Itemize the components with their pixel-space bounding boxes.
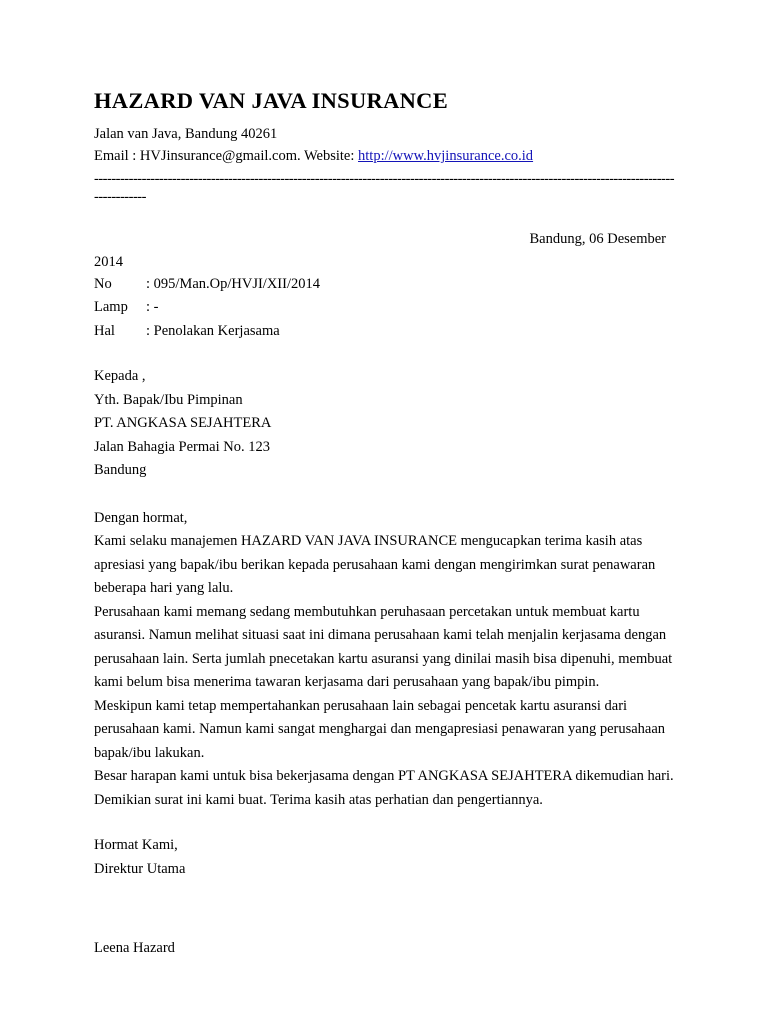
recipient-line-2: Yth. Bapak/Ibu Pimpinan xyxy=(94,391,243,408)
attachment-label: Lamp xyxy=(94,299,128,316)
reference-number-value: : 095/Man.Op/HVJI/XII/2014 xyxy=(146,276,320,292)
subject-value: : Penolakan Kerjasama xyxy=(146,322,280,339)
recipient-city: Bandung xyxy=(94,462,147,479)
signer-name: Leena Hazard xyxy=(94,940,175,957)
body-paragraph-2: Perusahaan kami memang sedang membutuhkan peruhasaan percetakan untuk membuat kartu asuransi. Namun melihat situasi saat ini dimana perusahaan kami telah menjalin kerjasama dengan perusahaan lain. Serta jumlah pnecetakan kartu asuransi yang dinilai masih bisa dipenuhi, membuat kami belum bisa menerima tawaran kerjasama dari perusahaan yang bapak/ibu pimpin. xyxy=(94,603,673,691)
letter-body xyxy=(94,507,676,812)
header-divider: -------------------------------------------------------------------------------------------------------------------------------------------------- xyxy=(94,170,675,205)
body-paragraph-1: Kami selaku manajemen HAZARD VAN JAVA INSURANCE mengucapkan terima kasih atas apresiasi yang bapak/ibu berikan kepada perusahaan kami dengan mengirimkan surat penawaran beberapa hari yang lalu. xyxy=(94,533,656,597)
website-link[interactable]: http://www.hvjinsurance.co.id xyxy=(358,148,534,165)
place-date-year: 2014 xyxy=(94,253,123,270)
closing-line: Hormat Kami, xyxy=(94,837,178,854)
company-address: Jalan van Java, Bandung 40261 xyxy=(94,125,278,142)
attachment-row xyxy=(94,296,676,319)
body-paragraph-4: Besar harapan kami untuk bisa bekerjasama dengan PT ANGKASA SEJAHTERA dikemudian hari. Demikian surat ini kami buat. Terima kasih atas perhatian dan pengertiannya. xyxy=(94,768,674,808)
closing-block xyxy=(94,834,676,881)
closing-title: Direktur Utama xyxy=(94,860,186,877)
company-contact xyxy=(94,145,676,167)
reference-number-row xyxy=(94,273,676,296)
subject-label: Hal xyxy=(94,322,115,339)
salutation: Dengan hormat, xyxy=(94,509,188,526)
reference-block xyxy=(94,273,676,343)
recipient-company: PT. ANGKASA SEJAHTERA xyxy=(94,415,272,432)
attachment-value: : - xyxy=(146,299,159,316)
place-date: Bandung, 06 Desember xyxy=(529,231,666,248)
reference-number-label: No xyxy=(94,276,112,292)
recipient-line-1: Kepada , xyxy=(94,368,146,385)
recipient-street: Jalan Bahagia Permai No. 123 xyxy=(94,438,270,455)
place-date-block xyxy=(94,228,666,273)
recipient-block xyxy=(94,365,676,482)
subject-row xyxy=(94,320,676,343)
email-label: Email : HVJinsurance@gmail.com. Website: xyxy=(94,148,359,165)
company-name: HAZARD VAN JAVA INSURANCE xyxy=(94,88,449,113)
body-paragraph-3: Meskipun kami tetap mempertahankan perusahaan lain sebagai pencetak kartu asuransi dari perusahaan kami. Namun kami sangat menghargai dan mengapresiasi penawaran yang perusahaan bapak/ibu lakukan. xyxy=(94,697,666,761)
